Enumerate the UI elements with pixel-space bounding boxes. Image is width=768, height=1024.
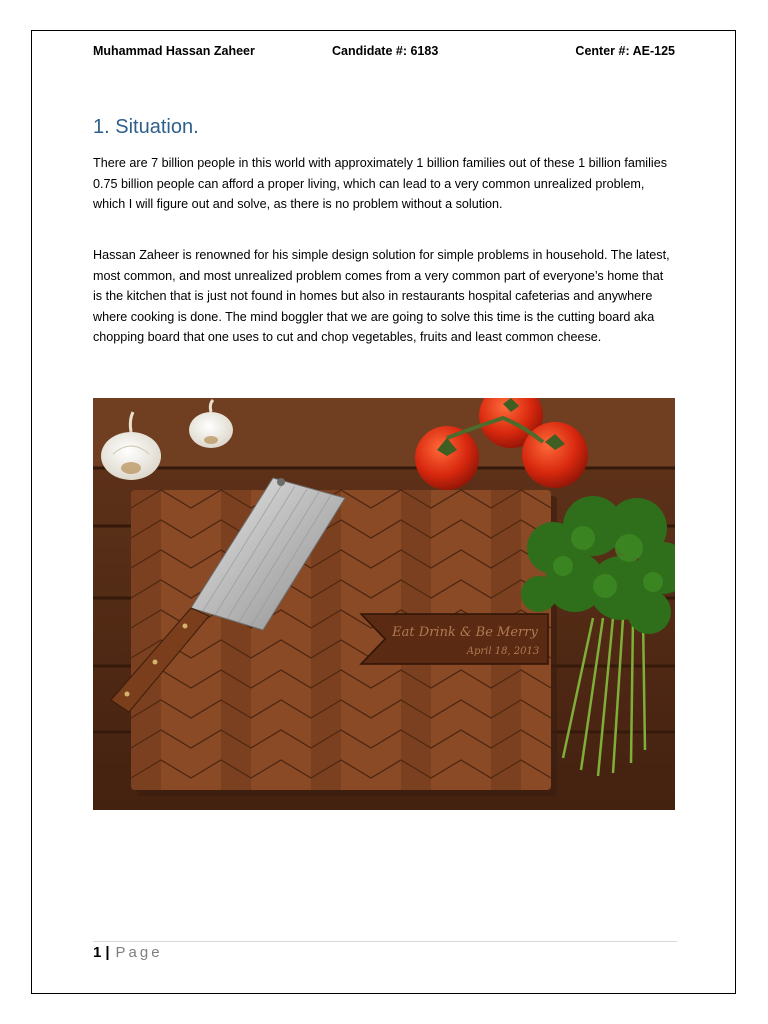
engraving-line1: Eat Drink & Be Merry (392, 625, 538, 640)
page-separator: | (105, 944, 110, 961)
cutting-board (131, 490, 557, 796)
paragraph-2: Hassan Zaheer is renowned for his simple design solution for simple problems in household. The latest, most common, and most unrealized problem comes from a very common part of everyone’s home that is the kitchen that is just not found in homes but also in restaurants hospital cafeterias and anywhere where cooking is done. The mind boggler that we are going to solve this time is the cutting board aka chopping board that one uses to cut and chop vegetables, fruits and least common cheese. (93, 248, 670, 345)
author-name: Muhammad Hassan Zaheer (93, 44, 255, 58)
page-number: 1 (93, 944, 102, 961)
cutting-board-photo (93, 398, 675, 810)
section-heading: 1. Situation. (93, 116, 199, 138)
page-footer (93, 944, 163, 961)
paragraph-1: There are 7 billion people in this world with approximately 1 billion families out of these 1 billion families 0.75 billion people can afford a proper living, which can lead to a very common unrealized problem, which I will figure out and solve, as there is no problem without a solution. (93, 156, 668, 212)
page-header (93, 44, 675, 62)
footer-divider (93, 941, 677, 942)
center-number: Center #: AE-125 (575, 44, 675, 58)
page-label: Page (115, 944, 163, 961)
engraving-line2: April 18, 2013 (466, 646, 540, 657)
candidate-number: Candidate #: 6183 (332, 44, 439, 58)
